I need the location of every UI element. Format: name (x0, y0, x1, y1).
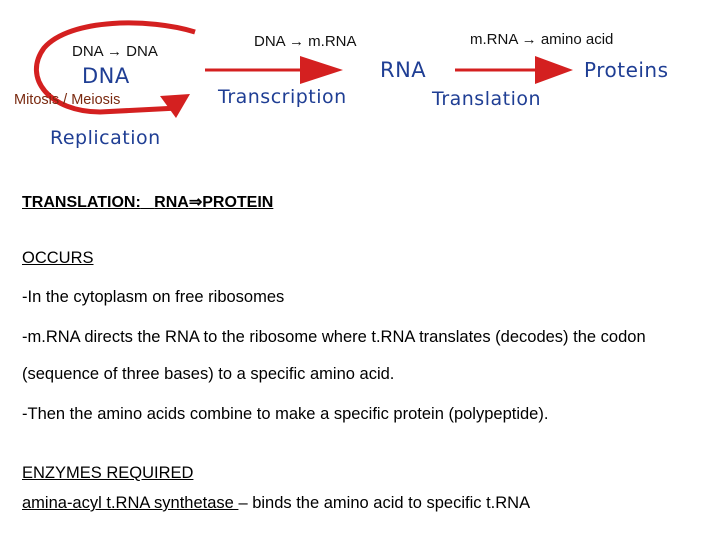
enzyme-line (22, 494, 530, 513)
body-line-2: -m.RNA directs the RNA to the ribosome where t.RNA translates (decodes) the codon (22, 328, 646, 346)
transcription-label: Transcription (218, 86, 347, 108)
heading-label: TRANSLATION: (22, 194, 141, 211)
enzyme-description: – binds the amino acid to specific t.RNA (238, 494, 531, 512)
heading-protein: PROTEIN (202, 194, 274, 211)
translation-label: Translation (432, 88, 542, 110)
replication-arrowhead (160, 94, 190, 118)
heading-rna: RNA (154, 194, 189, 211)
translation-process-label: m.RNA → amino acid (470, 31, 614, 48)
occurs-heading: OCCURS (22, 249, 94, 267)
page-heading (22, 192, 273, 212)
replication-label: Replication (50, 127, 161, 149)
rna-label: RNA (380, 58, 427, 82)
mitosis-meiosis-label: Mitosis / Meiosis (14, 92, 121, 108)
transcription-arrowhead (300, 56, 343, 84)
body-line-4: -Then the amino acids combine to make a specific protein (polypeptide). (22, 405, 549, 423)
translation-arrowhead (535, 56, 573, 84)
enzymes-heading: ENZYMES REQUIRED (22, 464, 194, 482)
dna-label: DNA (82, 64, 130, 88)
proteins-label: Proteins (584, 58, 669, 82)
enzyme-name: amina-acyl t.RNA synthetase (22, 494, 239, 512)
body-line-3: (sequence of three bases) to a specific amino acid. (22, 365, 395, 383)
body-line-1: -In the cytoplasm on free ribosomes (22, 288, 285, 306)
transcription-process-label: DNA → m.RNA (254, 33, 357, 50)
heading-arrow-icon: ⇒ (188, 194, 203, 211)
replication-process-label: DNA → DNA (72, 43, 158, 60)
